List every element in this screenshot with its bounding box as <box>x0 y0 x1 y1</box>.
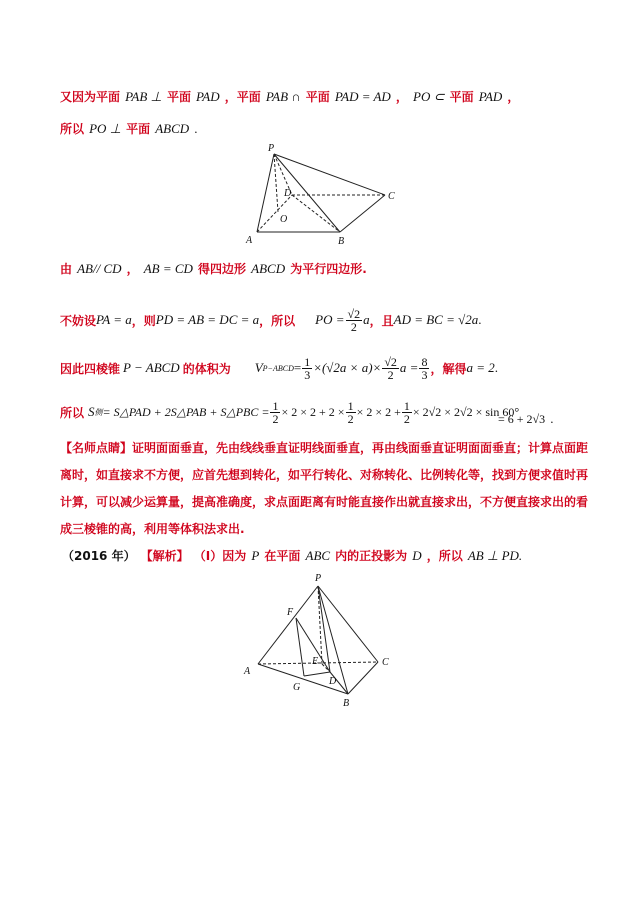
math: PA = a <box>96 312 132 327</box>
text: 内的正投影为 <box>335 549 408 563</box>
text-line-2 <box>60 118 198 148</box>
text: ，平面 <box>224 90 261 104</box>
text: 不妨设 <box>60 313 97 328</box>
math: ×(√2a × a)× <box>313 360 382 375</box>
label-P: P <box>268 143 275 154</box>
label-B: B <box>338 236 345 247</box>
edge-PA <box>257 154 274 232</box>
math: = 6 + 2√3 <box>498 412 546 426</box>
text: （I）因为 <box>193 549 247 563</box>
text: 所以 <box>60 405 85 420</box>
edge-FG <box>296 618 304 676</box>
text: . <box>494 360 498 375</box>
math: AB = CD <box>143 261 193 276</box>
label-P: P <box>315 573 322 584</box>
text-line-6 <box>60 392 519 432</box>
text-line-3 <box>60 258 367 288</box>
text: 平面 <box>126 122 151 136</box>
label-A: A <box>246 235 253 246</box>
math: V <box>254 360 263 375</box>
text: 所以 <box>60 122 85 136</box>
math: × 2 × 2 + 2 × <box>281 404 345 419</box>
text: ， <box>395 90 408 104</box>
math: P − ABCD <box>123 360 180 375</box>
subscript: 侧 <box>94 407 103 417</box>
text: 因此四棱锥 <box>60 361 121 376</box>
math: PAB ⊥ <box>125 89 162 104</box>
label-B: B <box>343 698 350 709</box>
edge-BC <box>340 195 385 232</box>
text: ， <box>507 90 520 104</box>
fraction: $\frac{1}{3}$ <box>304 354 311 382</box>
text: 为平行四边形. <box>290 262 367 276</box>
label-C: C <box>388 191 395 202</box>
fraction: $\frac{1}{2}$ <box>403 398 410 426</box>
edge-DB <box>292 195 340 232</box>
subscript: P−ABCD <box>262 363 294 373</box>
label-G: G <box>293 682 301 693</box>
math: P <box>251 548 260 563</box>
note-text: 证明面面垂直，先由线线垂直证明线面垂直，再由线面垂直证明面面垂直；计算点面距离时，如直接求不方便，应首先想到转化，如平行转化、对称转化、比例转化等，找到方便求值时再计算，可以减少运算量，提高准确度，求点面距离有时能直接作出就直接求出，不方便直接求出的看成三棱锥的高，利用等体积法求出. <box>60 441 589 536</box>
math: AB// CD <box>77 261 122 276</box>
text: 平面 <box>166 90 191 104</box>
text: 由 <box>60 262 73 276</box>
label-A: A <box>244 666 251 677</box>
text: ， <box>126 262 139 276</box>
text: 平面 <box>449 90 474 104</box>
edge-GD <box>304 672 330 676</box>
math: S <box>88 404 95 419</box>
math: ABCD <box>155 121 190 136</box>
year-label: （2016 年） <box>62 549 136 563</box>
math: PAD = AD <box>334 89 391 104</box>
text: . <box>478 312 482 327</box>
label-F: F <box>287 607 294 618</box>
fraction: $\frac{1}{2}$ <box>272 398 279 426</box>
label-O: O <box>280 214 288 225</box>
math: PD = AB = DC = a <box>155 312 260 327</box>
text-line-4 <box>60 300 482 340</box>
math: a = 2 <box>466 360 495 375</box>
note-label: 【名师点睛】 <box>60 441 133 455</box>
math: × 2√2 × 2√2 × sin 60° <box>412 404 520 419</box>
label-E: E <box>312 656 319 667</box>
math: = S△PAD + 2S△PAB + S△PBC = <box>102 404 270 419</box>
text-line-1 <box>60 86 519 116</box>
analysis-label: 【解析】 <box>140 549 189 563</box>
text-line-6-tail <box>498 408 553 438</box>
fraction: $\frac{8}{3}$ <box>421 354 428 382</box>
math: ABC <box>305 548 331 563</box>
text: ，所以 <box>426 549 463 563</box>
text: 平面 <box>305 90 330 104</box>
text-line-5 <box>60 348 498 388</box>
teacher-note <box>60 435 590 543</box>
math: a <box>363 312 370 327</box>
edge-BC <box>348 662 378 694</box>
math: = <box>293 360 302 375</box>
text: ，则 <box>131 313 156 328</box>
label-C: C <box>382 657 389 668</box>
text: . <box>194 121 198 136</box>
math: PO = <box>315 312 345 327</box>
text: . <box>550 411 554 426</box>
text: 又因为平面 <box>60 90 121 104</box>
pyramid-figure-1 <box>240 140 410 250</box>
math: AD = BC = √2a <box>393 312 479 327</box>
math: a = <box>399 360 419 375</box>
fraction: $\frac{1}{2}$ <box>347 398 354 426</box>
math: PAD <box>196 89 220 104</box>
text: 的体积为 <box>182 361 231 376</box>
text: ，且 <box>369 313 394 328</box>
label-D: D <box>284 188 292 199</box>
math: ABCD <box>251 261 286 276</box>
text: ，所以 <box>259 313 296 328</box>
text: 在平面 <box>264 549 301 563</box>
text: ，解得 <box>430 361 467 376</box>
fraction: $\frac{√2}{2}$ <box>384 354 397 382</box>
pyramid-figure-2 <box>238 568 408 710</box>
label-D: D <box>329 676 337 687</box>
edge-PO <box>274 154 278 212</box>
edge-PA <box>258 586 318 664</box>
math: × 2 × 2 + <box>356 404 401 419</box>
fraction: $\frac{√2}{2}$ <box>347 306 361 334</box>
math: PAB ∩ <box>265 89 301 104</box>
math: D <box>412 548 422 563</box>
math: AB ⊥ PD. <box>467 548 523 563</box>
math: PAD <box>478 89 503 104</box>
math: PO ⊂ <box>413 89 445 104</box>
math: PO ⊥ <box>89 121 122 136</box>
text: 得四边形 <box>198 262 247 276</box>
